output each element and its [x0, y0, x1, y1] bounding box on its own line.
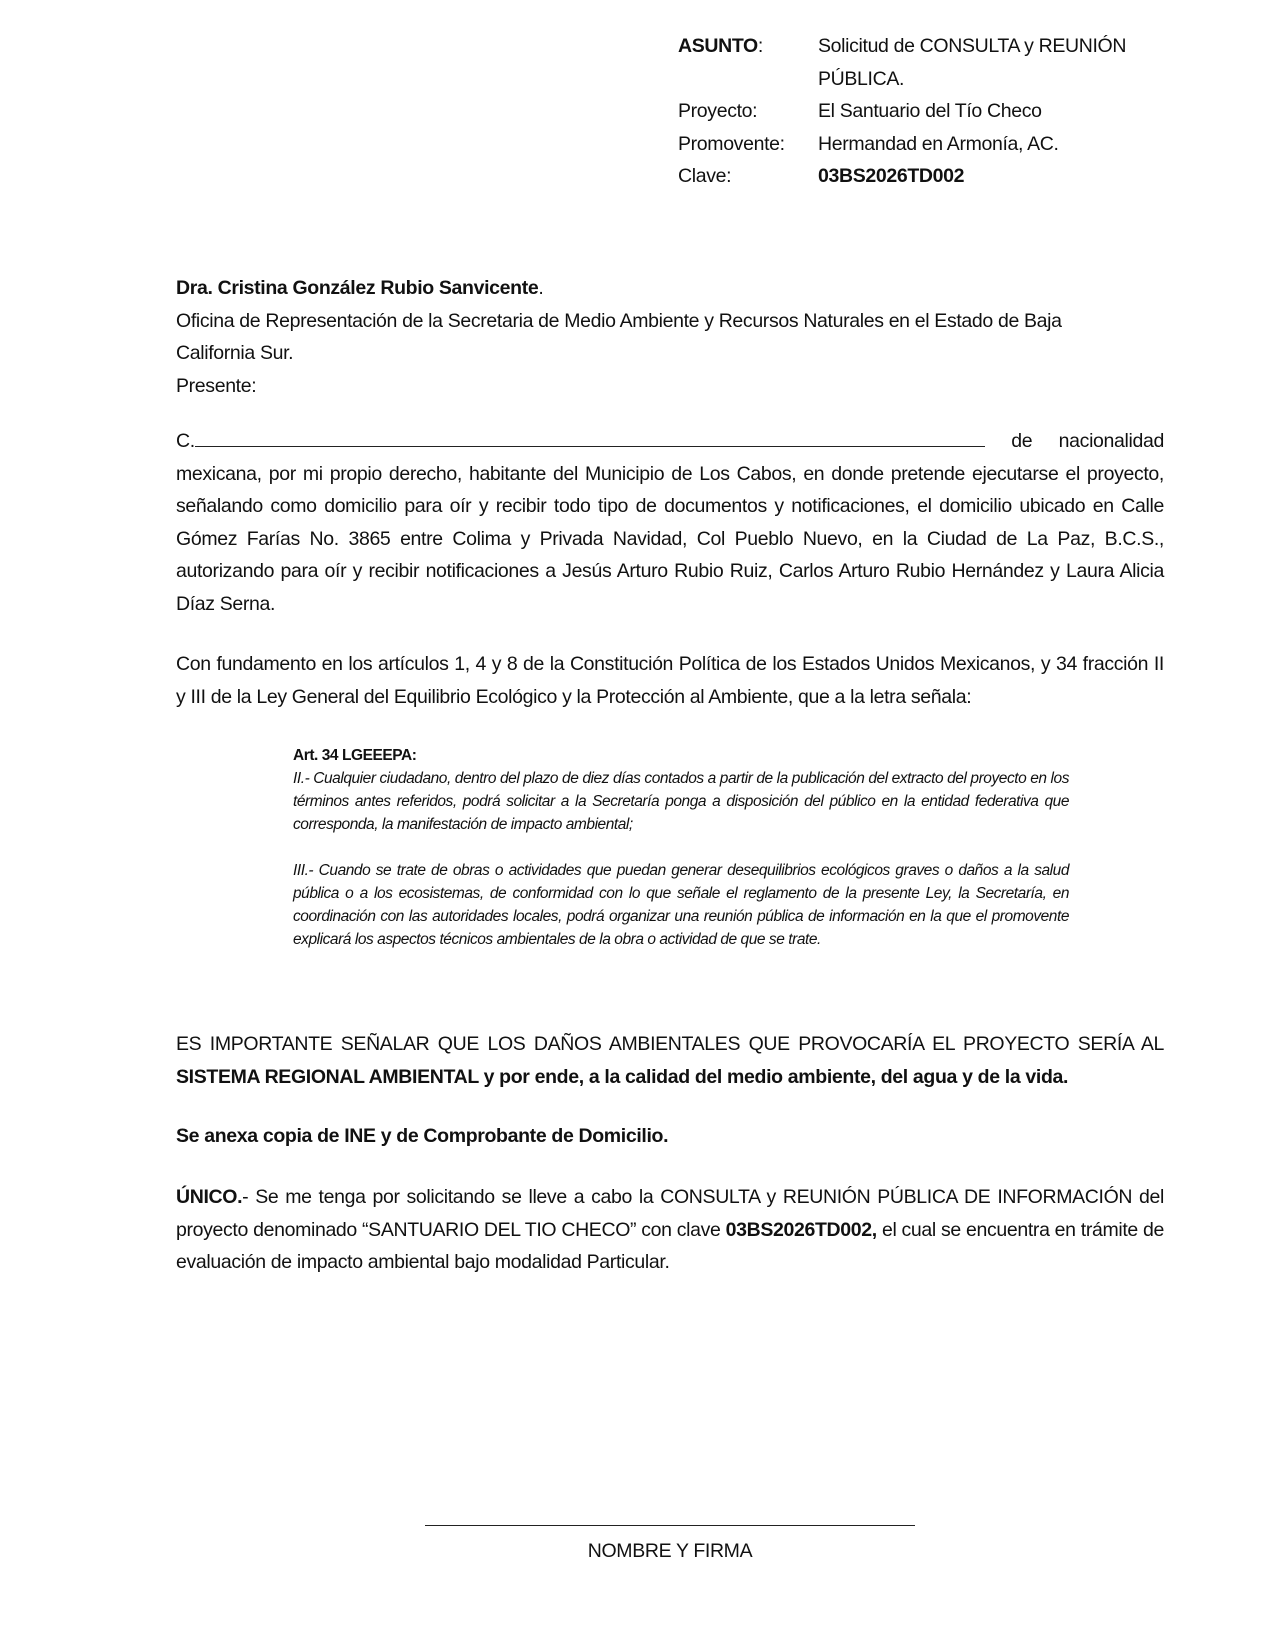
proyecto-value: El Santuario del Tío Checo	[818, 100, 1042, 122]
asunto-row: ASUNTO: Solicitud de CONSULTA y REUNIÓN	[678, 30, 1198, 63]
quote-fraccion-iii: III.- Cuando se trate de obras o actividades que puedan generar desequilibrios ecológicos graves o daños a la salud pública o a los ecosistemas, de conformidad con lo que señale el reglamento de la presente Ley, la Secretaría, en coordinación con las autoridades locales, podrá organizar una reunión pública de información en la que el promovente explicará los aspectos técnicos ambientales de la obra o actividad de que se trate.	[293, 862, 1069, 948]
addressee-office-line-2: California Sur.	[176, 342, 294, 364]
clave-label: Clave:	[678, 165, 732, 187]
unico-clave: 03BS2026TD002,	[725, 1218, 877, 1241]
importante-line-1: ES IMPORTANTE SEÑALAR QUE LOS DAÑOS AMBIENTALES QUE PROVOCARÍA EL PROYECTO SERÍA AL	[176, 1033, 1164, 1055]
quote-fraccion-ii: II.- Cualquier ciudadano, dentro del plazo de diez días contados a partir de la publicación del extracto del proyecto en los términos antes referidos, podrá solicitar a la Secretaría ponga a disposición del público en la entidad federativa que corresponda, la manifestación de impacto ambiental;	[293, 770, 1069, 833]
addressee-office-line-1: Oficina de Representación de la Secretaria de Medio Ambiente y Recursos Naturales en el Estado de Baja	[176, 309, 1062, 332]
applicant-body: mexicana, por mi propio derecho, habitante del Municipio de Los Cabos, en donde pretende ejecutarse el proyecto, señalando como domicilio para oír y recibir todo tipo de documentos y notificaciones, el domicilio ubicado en Calle Gómez Farías No. 3865 entre Colima y Privada Navidad, Col Pueblo Nuevo, en la Ciudad de La Paz, B.C.S., autorizando para oír y recibir notificaciones a Jesús Arturo Rubio Ruiz, Carlos Arturo Rubio Hernández y Laura Alicia Díaz Serna.	[176, 462, 1164, 615]
promovente-label: Promovente:	[678, 132, 785, 155]
presente-text: Presente:	[176, 374, 257, 397]
applicant-paragraph	[176, 425, 1164, 620]
quote-title: Art. 34 LGEEEPA:	[293, 747, 417, 764]
signature-line[interactable]	[425, 1525, 915, 1526]
promovente-value: Hermandad en Armonía, AC.	[818, 132, 1059, 155]
proyecto-row	[678, 95, 1198, 128]
asunto-value-2: PÚBLICA.	[818, 67, 905, 90]
nationality-text: de nacionalidad	[1011, 430, 1164, 452]
clave-row	[678, 160, 1198, 193]
unico-label: ÚNICO.	[176, 1186, 243, 1208]
importante-paragraph	[176, 1028, 1164, 1093]
promovente-row	[678, 128, 1198, 161]
asunto-row-2	[678, 63, 1198, 96]
citizen-prefix: C.	[176, 430, 195, 452]
signature-label: NOMBRE Y FIRMA	[587, 1540, 753, 1562]
addressee-block: Dra. Cristina González Rubio Sanvicente. Oficina de Representación de la Secretaria de Medio Ambiente y Recursos Naturales en el Estado de Baja California Sur. Presente:	[176, 272, 1164, 402]
legal-quote	[293, 744, 1069, 951]
asunto-value: Solicitud de CONSULTA y REUNIÓN	[818, 35, 1127, 57]
asunto-label: ASUNTO	[678, 35, 758, 57]
unico-paragraph: ÚNICO.- Se me tenga por solicitando se lleve a cabo la CONSULTA y REUNIÓN PÚBLICA DE INFORMACIÓN del proyecto denominado “SANTUARIO DEL TIO CHECO” con clave 03BS2026TD002, el cual se encuentra en trámite de evaluación de impacto ambiental bajo modalidad Particular.	[176, 1186, 1164, 1273]
addressee-name: Dra. Cristina González Rubio Sanvicente	[176, 277, 539, 299]
proyecto-label: Proyecto:	[678, 100, 758, 122]
anexo-paragraph: Se anexa copia de INE y de Comprobante de Domicilio.	[176, 1125, 669, 1147]
subject-header	[678, 30, 1198, 193]
importante-line-2: SISTEMA REGIONAL AMBIENTAL y por ende, a la calidad del medio ambiente, del agua y de la vida.	[176, 1065, 1069, 1088]
fundamento-paragraph: Con fundamento en los artículos 1, 4 y 8 de la Constitución Política de los Estados Unidos Mexicanos, y 34 fracción II y III de la Ley General del Equilibrio Ecológico y la Protección al Ambiente, que a la letra señala:	[176, 653, 1164, 708]
name-blank-field[interactable]	[195, 426, 985, 447]
clave-value: 03BS2026TD002	[818, 165, 965, 187]
